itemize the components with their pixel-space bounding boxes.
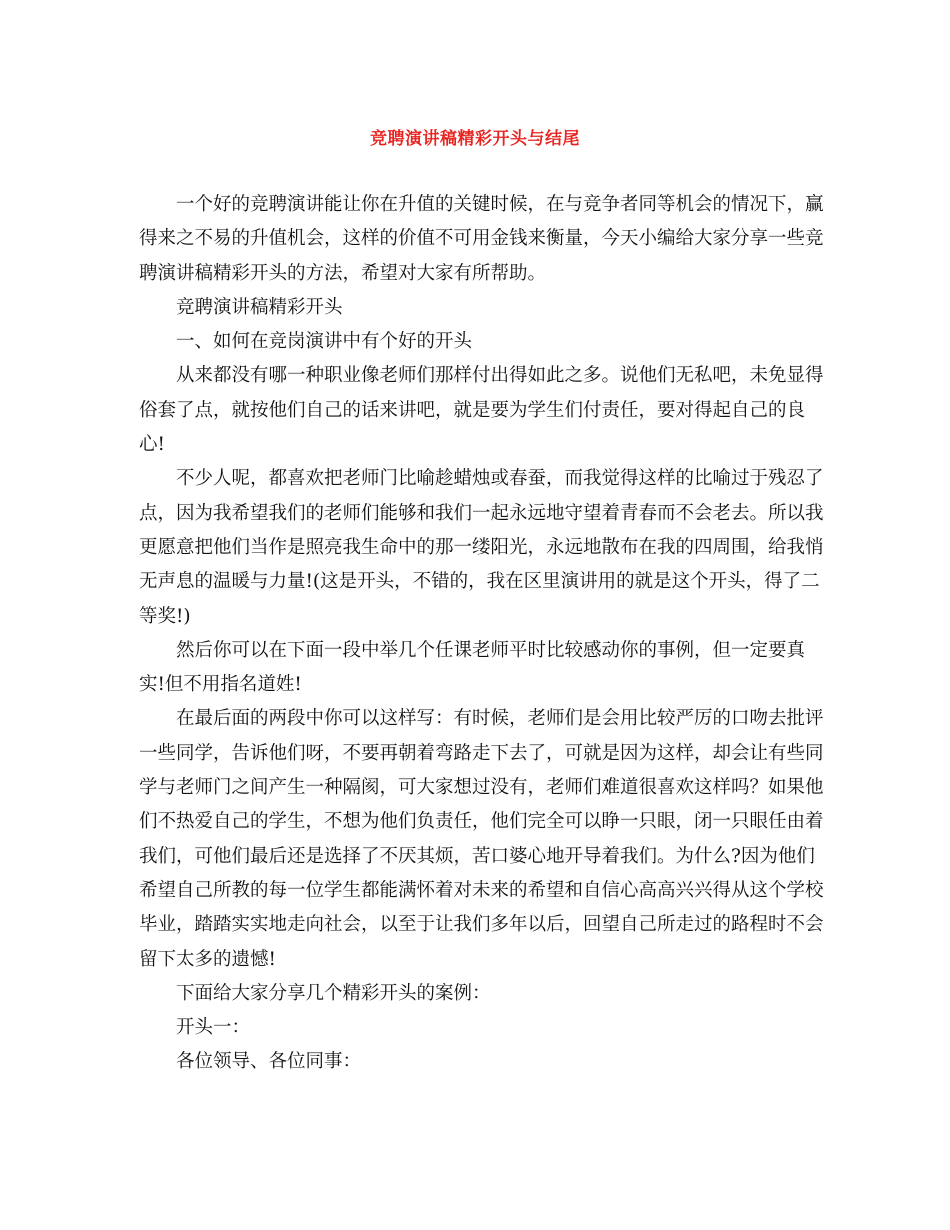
paragraph: 在最后面的两段中你可以这样写：有时候，老师们是会用比较严厉的口吻去批评一些同学，告诉他们呀，不要再朝着弯路走下去了，可就是因为这样，却会让有些同学与老师门之间产生一种隔阂，可大家想过没有，老师们难道很喜欢这样吗？如果他们不热爱自己的学生，不想为他们负责任，他们完全可以睁一只眼，闭一只眼任由着我们，可他们最后还是选择了不厌其烦，苦口婆心地开导着我们。为什么?因为他们希望自己所教的每一位学生都能满怀着对未来的希望和自信心高高兴兴得从这个学校毕业，踏踏实实地走向社会，以至于让我们多年以后，回望自己所走过的路程时不会留下太多的遗憾! xyxy=(139,708,824,970)
paragraph: 不少人呢，都喜欢把老师门比喻趁蜡烛或春蚕，而我觉得这样的比喻过于残忍了点，因为我希望我们的老师们能够和我们一起永远地守望着青春而不会老去。所以我更愿意把他们当作是照亮我生命中的那一缕阳光，永远地散布在我的四周围，给我悄无声息的温暖与力量!(这是开头，不错的，我在区里演讲用的就是这个开头，得了二等奖!) xyxy=(139,468,824,627)
paragraph: 下面给大家分享几个精彩开头的案例： xyxy=(176,982,491,1004)
document-title: 竞聘演讲稿精彩开头与结尾 xyxy=(370,129,580,149)
paragraph: 然后你可以在下面一段中举几个任课老师平时比较感动你的事例，但一定要真实!但不用指名道姓! xyxy=(139,639,806,696)
paragraph: 一个好的竞聘演讲能让你在升值的关键时候，在与竞争者同等机会的情况下，赢得来之不易的升值机会，这样的价值不可用金钱来衡量，今天小编给大家分享一些竞聘演讲稿精彩开头的方法，希望对大家有所帮助。 xyxy=(139,194,824,284)
section-heading: 竞聘演讲稿精彩开头 xyxy=(176,296,343,318)
document-body xyxy=(139,188,829,1080)
salutation: 各位领导、各位同事： xyxy=(176,1051,362,1073)
paragraph: 从来都没有哪一种职业像老师们那样付出得如此之多。说他们无私吧，未免显得俗套了点，就按他们自己的话来讲吧，就是要为学生们付责任，要对得起自己的良心! xyxy=(139,365,824,456)
subsection-heading: 一、如何在竞岗演讲中有个好的开头 xyxy=(176,331,473,353)
example-heading: 开头一： xyxy=(176,1017,251,1039)
